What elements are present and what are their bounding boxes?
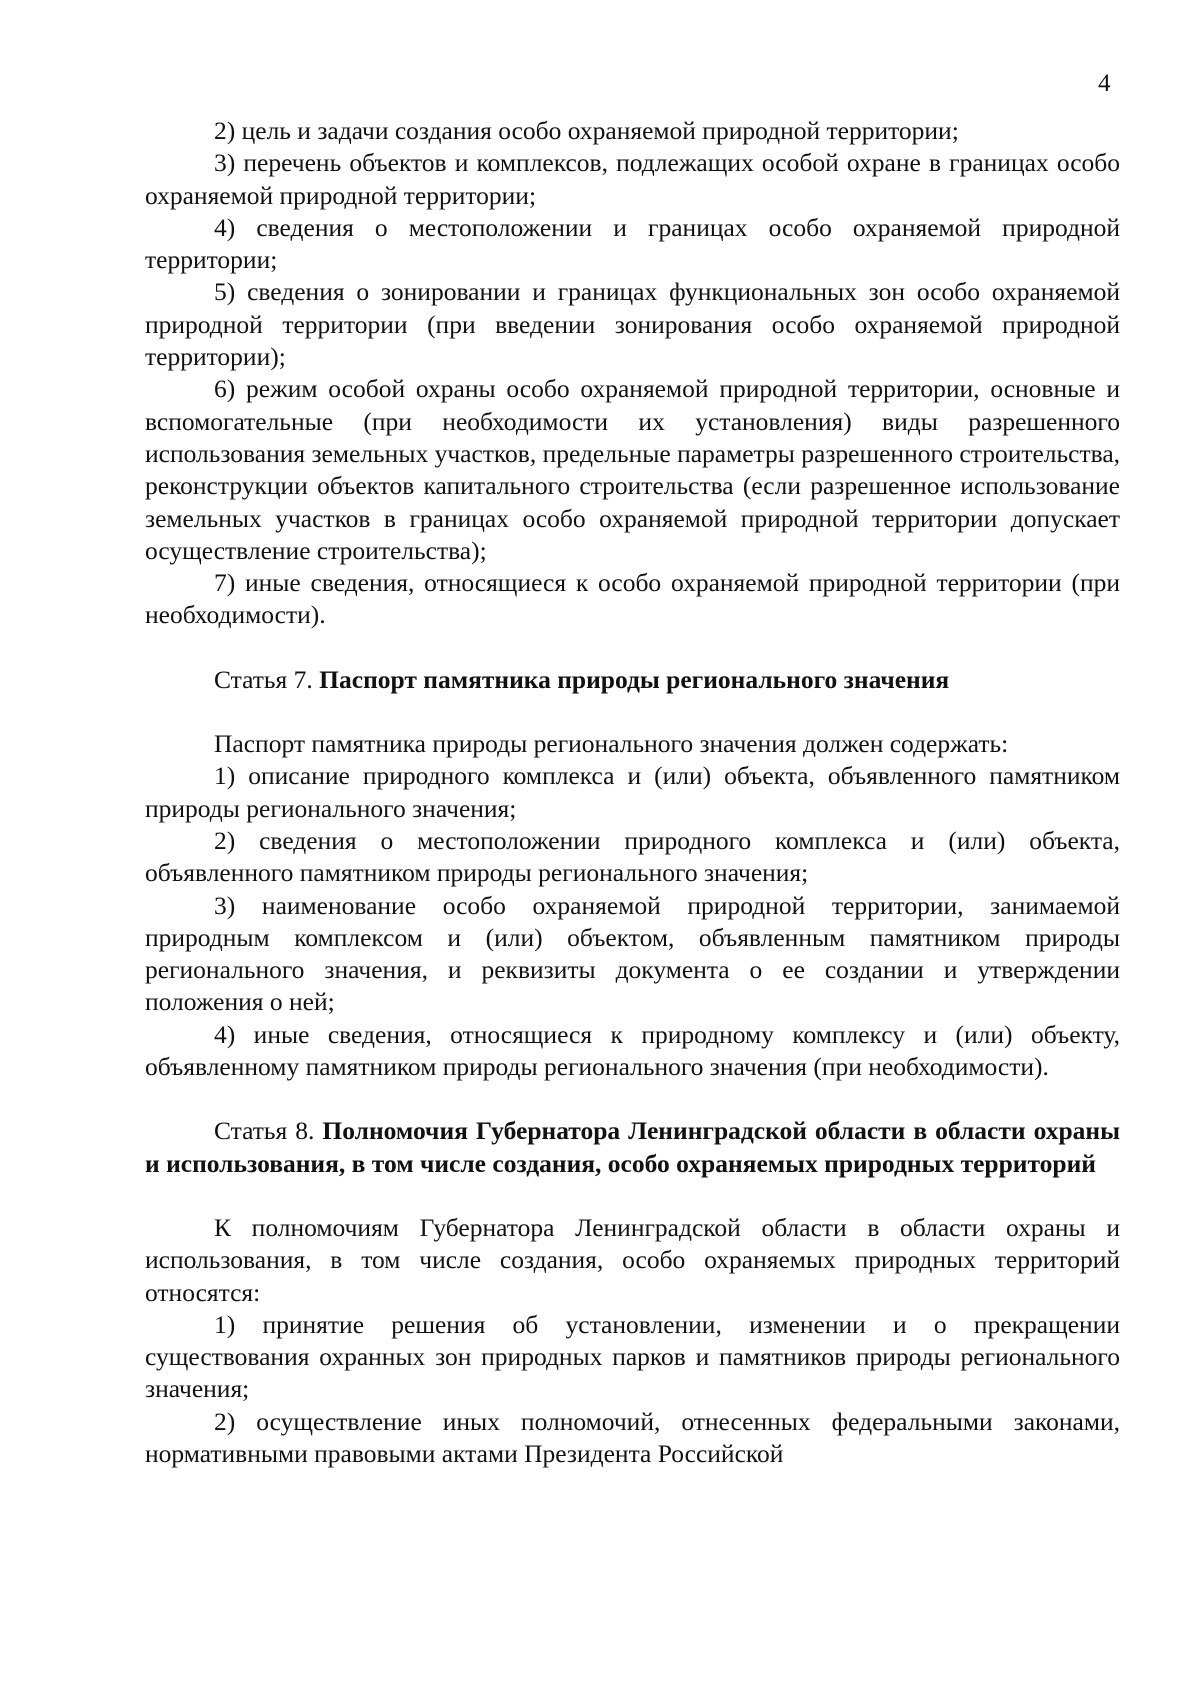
list-item: 2) сведения о местоположении природного комплекса и (или) объекта, объявленного памятником природы регионального значения; bbox=[145, 825, 1120, 888]
article-7-heading bbox=[145, 664, 1120, 696]
list-item: 5) сведения о зонировании и границах функциональных зон особо охраняемой природной территории (при введении зонирования особо охраняемой природной территории); bbox=[145, 277, 1120, 372]
list-item: 2) цель и задачи создания особо охраняемой природной территории; bbox=[214, 116, 959, 145]
list-item: 1) принятие решения об установлении, изменении и о прекращении существования охранных зон природных парков и памятников природы регионального значения; bbox=[145, 1309, 1120, 1404]
list-item: 3) перечень объектов и комплексов, подлежащих особой охране в границах особо охраняемой природной территории; bbox=[145, 148, 1120, 210]
article-8-heading bbox=[145, 1115, 1120, 1180]
document-body bbox=[145, 115, 1120, 1470]
article-7-prefix: Статья 7. bbox=[214, 664, 320, 694]
list-item: 7) иные сведения, относящиеся к особо охраняемой природной территории (при необходимости). bbox=[145, 568, 1120, 630]
article-8-lead: К полномочиям Губернатора Ленинградской области в области охраны и использования, в том числе создания, особо охраняемых природных территорий относятся: bbox=[145, 1212, 1120, 1307]
page-number: 4 bbox=[1098, 70, 1111, 97]
list-item: 4) иные сведения, относящиеся к природному комплексу и (или) объекту, объявленному памятником природы регионального значения (при необходимости). bbox=[145, 1019, 1120, 1082]
article-7-title: Паспорт памятника природы регионального значения bbox=[319, 664, 950, 694]
list-item: 3) наименование особо охраняемой природной территории, занимаемой природным комплексом и (или) объектом, объявленным памятником природы регионального значения, и реквизиты документа о ее создании и утверждении положения о ней; bbox=[145, 890, 1120, 1017]
list-item: 6) режим особой охраны особо охраняемой природной территории, основные и вспомогательные (при необходимости их установления) виды разрешенного использования земельных участков, предельные параметры разрешенного строительства, реконструкции объектов капитального строительства (если разрешенное использование земельных участков в границах особо охраняемой природной территории допускает осуществление строительства); bbox=[145, 374, 1121, 565]
list-item: 1) описание природного комплекса и (или) объекта, объявленного памятником природы регионального значения; bbox=[145, 761, 1120, 823]
article-8-title: Полномочия Губернатора Ленинградской области в области охраны и использования, в том числе создания, особо охраняемых природных территорий bbox=[145, 1116, 1120, 1178]
list-item: 4) сведения о местоположении и границах особо охраняемой природной территории; bbox=[145, 212, 1120, 275]
article-7-lead: Паспорт памятника природы регионального значения должен содержать: bbox=[214, 729, 1009, 759]
article-8-prefix: Статья 8. bbox=[214, 1116, 323, 1146]
list-item: 2) осуществление иных полномочий, отнесенных федеральными законами, нормативными правовыми актами Президента Российской bbox=[145, 1406, 1120, 1468]
